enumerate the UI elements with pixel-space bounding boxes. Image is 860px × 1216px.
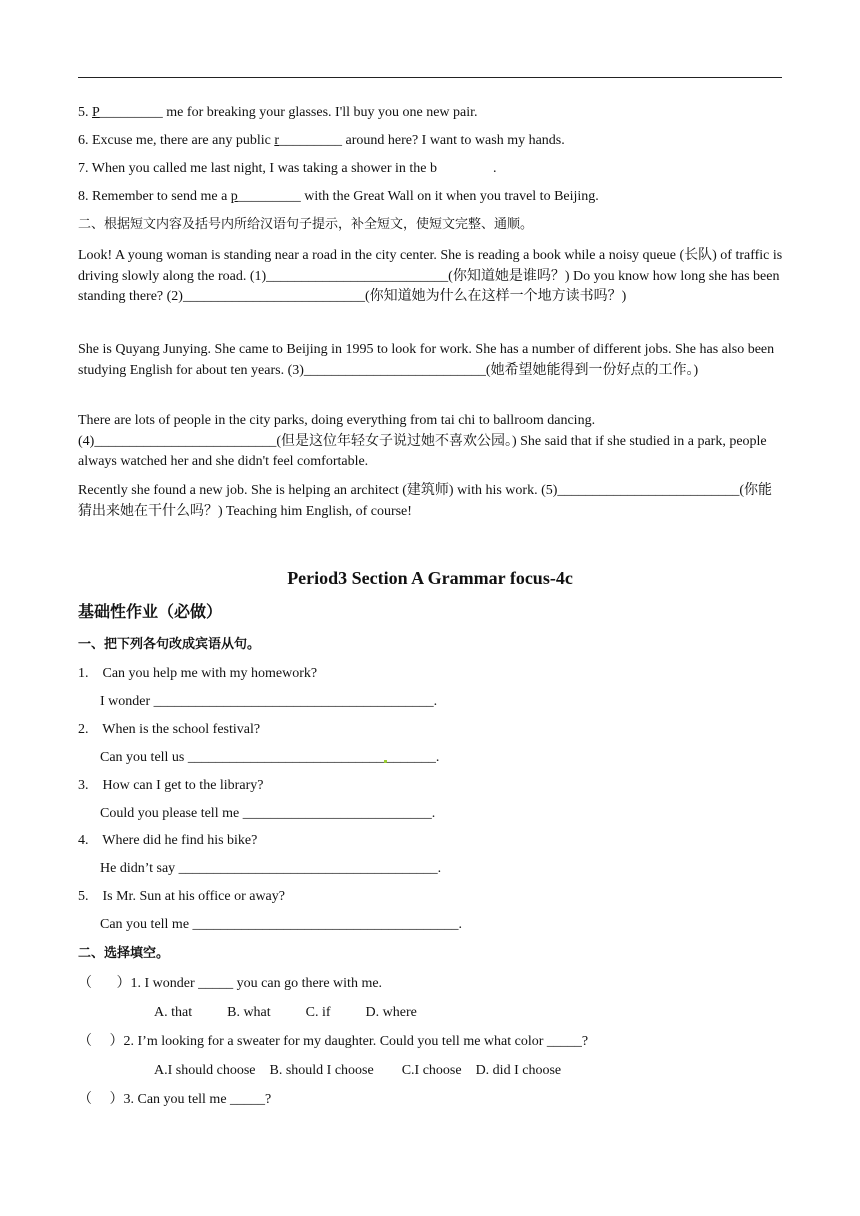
vocab-item-5: 5. P_________ me for breaking your glasses. I'll buy you one new pair. <box>78 105 478 120</box>
choice-question-2: （ ）2. I’m looking for a sweater for my daughter. Could you tell me what color _____? <box>78 1034 589 1049</box>
basic-homework-title: 基础性作业（必做） <box>78 602 223 621</box>
clause-answer-1: I wonder ________________________________________. <box>100 694 438 709</box>
passage-paragraph-4: Recently she found a new job. She is helping an architect (建筑师) with his work. (5)__________________________(你能猜出来她在干什么吗？) Teaching him English, of course! <box>78 483 773 519</box>
vocab-item-6: 6. Excuse me, there are any public r_________ around here? I want to wash my hands. <box>78 133 565 148</box>
clause-answer-4: He didn’t say _____________________________________. <box>100 861 442 876</box>
passage-paragraph-1: Look! A young woman is standing near a road in the city center. She is reading a book while a noisy queue (长队) of traffic is driving slowly along the road. (1)__________________________(你知道她是谁吗？) Do you know how long she has been standing there? (2)__________________________(你知道她为什么在这样一个地方读书吗？) <box>78 248 783 304</box>
clause-answer-2: Can you tell us ____________________________ _______. <box>100 750 440 765</box>
passage-paragraph-2: She is Quyang Junying. She came to Beijing in 1995 to look for work. She has a number of different jobs. She has also been studying English for about ten years. (3)__________________________(她希望她能得到一份好点的工作。) <box>78 342 775 378</box>
header-rule <box>78 77 782 78</box>
clause-question-5: 5. Is Mr. Sun at his office or away? <box>78 889 285 904</box>
choice-question-3: （ ）3. Can you tell me _____? <box>78 1092 272 1107</box>
section2-instruction: 二、根据短文内容及括号内所给汉语句子提示，补全短文，使短文完整、通顺。 <box>78 217 534 232</box>
choice-options-1: A. that B. what C. if D. where <box>154 1005 417 1020</box>
clause-question-4: 4. Where did he find his bike? <box>78 833 258 848</box>
choice-question-1: （ ）1. I wonder _____ you can go there with me. <box>78 976 383 991</box>
clause-question-2: 2. When is the school festival? <box>78 722 261 737</box>
choice-options-2: A.I should choose B. should I choose C.I choose D. did I choose <box>154 1063 562 1078</box>
clause-answer-3: Could you please tell me ___________________________. <box>100 806 436 821</box>
clause-question-1: 1. Can you help me with my homework? <box>78 666 318 681</box>
period-title: Period3 Section A Grammar focus-4c <box>287 568 573 588</box>
part1-title: 一、把下列各句改成宾语从句。 <box>78 637 261 652</box>
vocab-item-7: 7. When you called me last night, I was taking a shower in the b . <box>78 161 497 176</box>
clause-question-3: 3. How can I get to the library? <box>78 778 264 793</box>
clause-answer-5: Can you tell me ______________________________________. <box>100 917 463 932</box>
passage-paragraph-3: There are lots of people in the city parks, doing everything from tai chi to ballroom dancing. (4)__________________________(但是这位年轻女子说过她不喜欢公园。) She said that if she studied in a park, people always watched her and she didn't feel comfortable. <box>78 413 767 469</box>
vocab-item-8: 8. Remember to send me a p_________ with the Great Wall on it when you travel to Beijing. <box>78 189 599 204</box>
part2-title: 二、选择填空。 <box>78 946 170 961</box>
